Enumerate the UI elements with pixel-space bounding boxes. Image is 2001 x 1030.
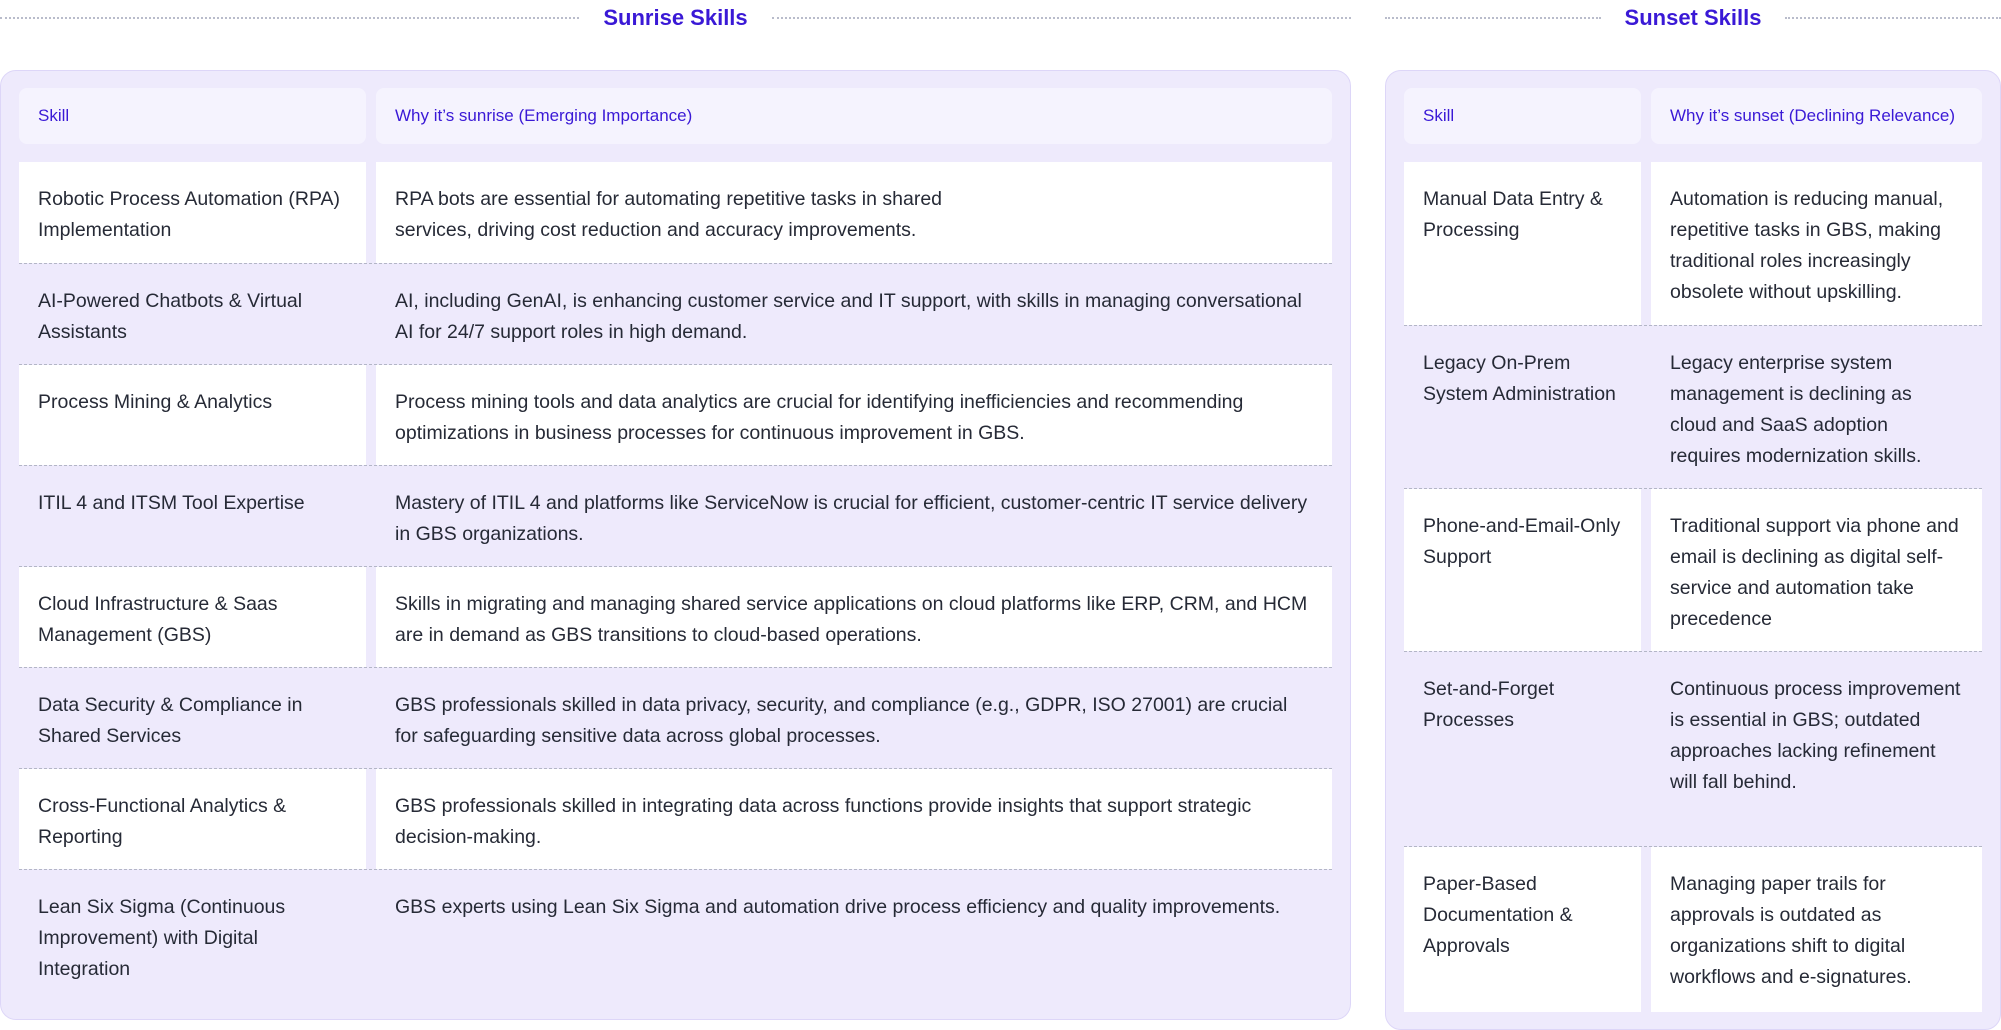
column-header-skill: Skill xyxy=(1404,88,1641,144)
skill-cell: Paper-Based Documentation & Approvals xyxy=(1404,847,1641,1012)
reason-cell: Mastery of ITIL 4 and platforms like ServiceNow is crucial for efficient, customer-centric IT service delivery in GBS organizations. xyxy=(376,466,1332,566)
reason-cell: Traditional support via phone and email is declining as digital self-service and automation take precedence xyxy=(1651,489,1982,651)
reason-cell: Legacy enterprise system management is declining as cloud and SaaS adoption requires modernization skills. xyxy=(1651,326,1982,488)
skill-cell: Set-and-Forget Processes xyxy=(1404,652,1641,846)
skill-cell: Lean Six Sigma (Continuous Improvement) with Digital Integration xyxy=(19,870,366,1000)
skill-cell: Data Security & Compliance in Shared Services xyxy=(19,668,366,768)
table-row xyxy=(1404,326,1982,489)
sunrise-table xyxy=(0,70,1351,1020)
skill-cell: Manual Data Entry & Processing xyxy=(1404,162,1641,325)
divider-left xyxy=(0,17,579,19)
skill-cell: Phone-and-Email-Only Support xyxy=(1404,489,1641,651)
divider-right xyxy=(1785,17,2001,19)
sunset-section xyxy=(1385,0,2001,988)
column-header-why: Why it’s sunset (Declining Relevance) xyxy=(1651,88,1982,144)
sunrise-section-header xyxy=(0,0,1351,36)
table-header-row xyxy=(1404,88,1982,144)
table-row xyxy=(19,870,1332,1000)
sunset-title: Sunset Skills xyxy=(1624,5,1762,30)
sunset-table xyxy=(1385,70,2001,1030)
reason-cell: GBS professionals skilled in integrating data across functions provide insights that support strategic decision-making. xyxy=(376,769,1332,869)
divider-left xyxy=(1385,17,1601,19)
skill-cell: Robotic Process Automation (RPA) Implementation xyxy=(19,162,366,263)
reason-cell: Automation is reducing manual, repetitive tasks in GBS, making traditional roles increasingly obsolete without upskilling. xyxy=(1651,162,1982,325)
reason-cell: GBS professionals skilled in data privacy, security, and compliance (e.g., GDPR, ISO 27001) are crucial for safeguarding sensitive data across global processes. xyxy=(376,668,1332,768)
column-header-why: Why it’s sunrise (Emerging Importance) xyxy=(376,88,1332,144)
table-row xyxy=(19,567,1332,668)
column-header-skill: Skill xyxy=(19,88,366,144)
skill-cell: Process Mining & Analytics xyxy=(19,365,366,465)
reason-cell: Process mining tools and data analytics are crucial for identifying inefficiencies and recommending optimizations in business processes for continuous improvement in GBS. xyxy=(376,365,1332,465)
sunset-section-header xyxy=(1385,0,2001,36)
table-row xyxy=(19,365,1332,466)
table-row xyxy=(1404,489,1982,652)
reason-cell: AI, including GenAI, is enhancing customer service and IT support, with skills in managing conversational AI for 24/7 support roles in high demand. xyxy=(376,264,1332,364)
table-row xyxy=(19,668,1332,769)
skill-cell: ITIL 4 and ITSM Tool Expertise xyxy=(19,466,366,566)
reason-cell: GBS experts using Lean Six Sigma and automation drive process efficiency and quality improvements. xyxy=(376,870,1332,1000)
sunrise-title: Sunrise Skills xyxy=(603,5,748,30)
table-row xyxy=(19,769,1332,870)
table-row xyxy=(1404,652,1982,847)
skill-cell: Cloud Infrastructure & Saas Management (GBS) xyxy=(19,567,366,667)
reason-cell: Skills in migrating and managing shared service applications on cloud platforms like ERP, CRM, and HCM are in demand as GBS transitions to cloud-based operations. xyxy=(376,567,1332,667)
table-row xyxy=(1404,847,1982,1012)
reason-cell: Managing paper trails for approvals is outdated as organizations shift to digital workflows and e-signatures. xyxy=(1651,847,1982,1012)
reason-cell: Continuous process improvement is essential in GBS; outdated approaches lacking refinement will fall behind. xyxy=(1651,652,1982,846)
table-row xyxy=(19,162,1332,264)
table-row xyxy=(1404,162,1982,326)
reason-cell: RPA bots are essential for automating repetitive tasks in shared services, driving cost reduction and accuracy improvements. xyxy=(376,162,1332,263)
skill-cell: AI-Powered Chatbots & Virtual Assistants xyxy=(19,264,366,364)
table-header-row xyxy=(19,88,1332,144)
skill-cell: Cross-Functional Analytics & Reporting xyxy=(19,769,366,869)
table-row xyxy=(19,264,1332,365)
divider-right xyxy=(772,17,1351,19)
skill-cell: Legacy On-Prem System Administration xyxy=(1404,326,1641,488)
table-row xyxy=(19,466,1332,567)
